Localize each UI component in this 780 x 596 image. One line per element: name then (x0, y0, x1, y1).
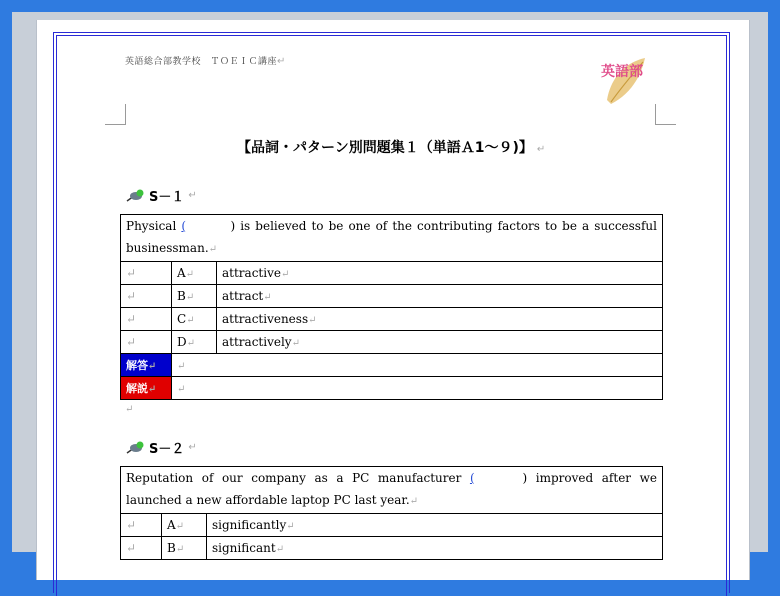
question-table (120, 214, 663, 400)
logo-char-1: 英語部 (601, 64, 643, 80)
answer-label: 解答↵ (121, 354, 172, 377)
answer-blank: ( (181, 219, 187, 233)
question-heading: S－１ ↵ (125, 186, 197, 205)
pushpin-icon (125, 189, 147, 203)
choice-row: ↵ A↵ significantly↵ (121, 514, 663, 537)
document-page (36, 20, 750, 580)
choice-row: ↵ B↵ significant↵ (121, 537, 663, 560)
answer-blank: ( (469, 471, 475, 485)
school-logo (597, 56, 649, 108)
paragraph-mark: ↵ (125, 404, 134, 415)
margin-corner-left (105, 104, 126, 125)
question-stem: Physical ( ) is believed to be one of the contributing factors to be a successful businessman.↵ (121, 215, 663, 262)
choice-row: ↵ B↵ attract↵ (121, 285, 663, 308)
margin-corner-right (655, 104, 676, 125)
choice-row: ↵ A↵ attractive↵ (121, 262, 663, 285)
answer-row: 解答↵ ↵ (121, 354, 663, 377)
explanation-row: 解説↵ ↵ (121, 377, 663, 400)
choice-row: ↵ C↵ attractiveness↵ (121, 308, 663, 331)
question-stem: Reputation of our company as a PC manufacturer ( ) improved after we launched a new affordable laptop PC last year.↵ (121, 467, 663, 514)
choice-row: ↵ D↵ attractively↵ (121, 331, 663, 354)
page-title: 【品詞・パターン別問題集１（単語Ａ1～９)】 ↵ (237, 140, 546, 156)
question-table (120, 466, 663, 560)
header-text: 英語総合部教学校 ＴＯＥＩＣ講座↵ (125, 56, 286, 67)
pushpin-icon (125, 441, 147, 455)
explanation-label: 解説↵ (121, 377, 172, 400)
question-heading: S－２ ↵ (125, 438, 197, 457)
